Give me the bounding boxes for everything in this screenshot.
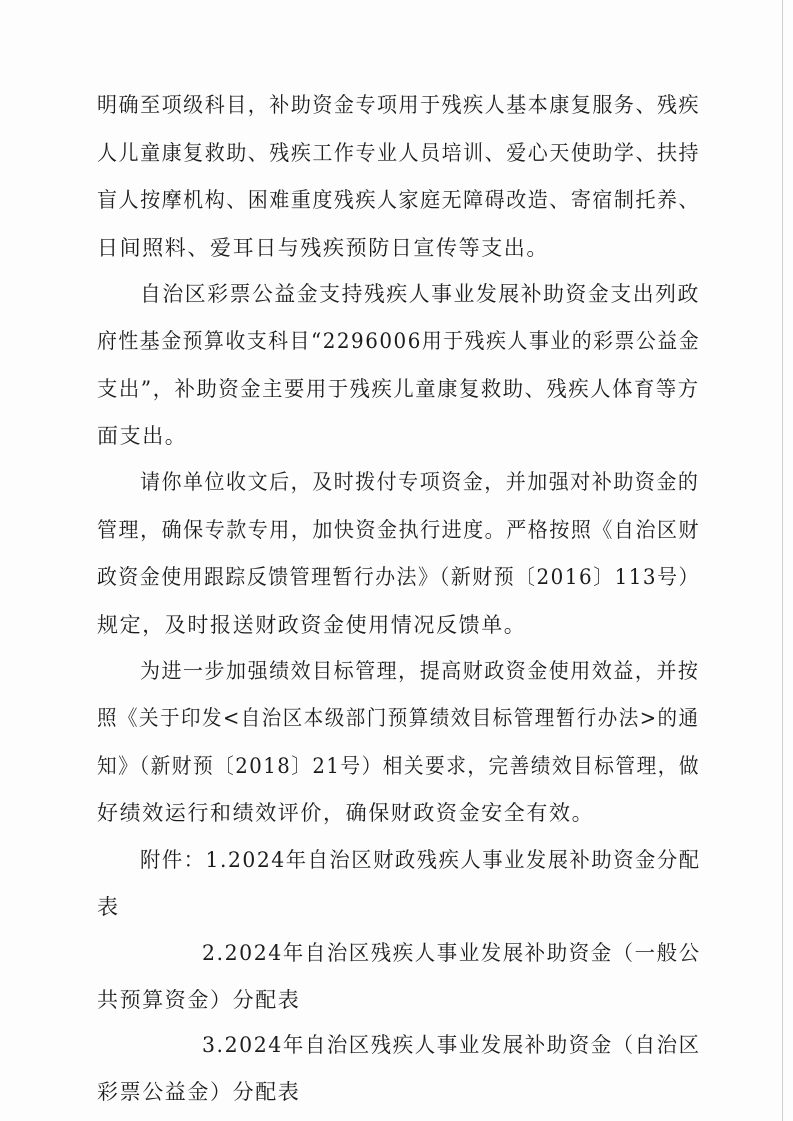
- paragraph-2-line-2: 府性基金预算收支科目“2296006用于残疾人事业的彩票公益金: [97, 329, 701, 353]
- paragraph-4-line-3: 知》（新财预〔2018〕21号）相关要求，完善绩效目标管理，做: [97, 754, 701, 778]
- paragraph-2-line-1: 自治区彩票公益金支持残疾人事业发展补助资金支出列政: [140, 282, 700, 306]
- attachment-3-line-1: 3.2024年自治区残疾人事业发展补助资金（自治区: [202, 1033, 701, 1057]
- paragraph-2-line-3: 支出”，补助资金主要用于残疾儿童康复救助、残疾人体育等方: [97, 377, 700, 401]
- attachment-1-line-2: 表: [97, 895, 120, 919]
- paragraph-1-line-4: 日间照料、爱耳日与残疾预防日宣传等支出。: [97, 236, 549, 260]
- paragraph-2-line-4: 面支出。: [97, 424, 188, 448]
- attachment-3-line-2: 彩票公益金）分配表: [97, 1080, 301, 1104]
- paragraph-1-line-1: 明确至项级科目，补助资金专项用于残疾人基本康复服务、残疾: [97, 93, 701, 117]
- page-edge-line: [782, 0, 783, 1121]
- paragraph-3-line-1: 请你单位收文后，及时拨付专项资金，并加强对补助资金的: [140, 470, 700, 494]
- paragraph-3-line-3: 政资金使用跟踪反馈管理暂行办法》（新财预〔2016〕113号）: [97, 565, 700, 589]
- paragraph-1-line-3: 盲人按摩机构、困难重度残疾人家庭无障碍改造、寄宿制托养、: [97, 188, 701, 212]
- paragraph-1-line-2: 人儿童康复救助、残疾工作专业人员培训、爱心天使助学、扶持: [97, 141, 701, 165]
- paragraph-4-line-4: 好绩效运行和绩效评价，确保财政资金安全有效。: [97, 801, 595, 825]
- attachment-2-line-1: 2.2024年自治区残疾人事业发展补助资金（一般公: [202, 941, 701, 965]
- paragraph-3-line-4: 规定，及时报送财政资金使用情况反馈单。: [97, 613, 527, 637]
- paragraph-4-line-1: 为进一步加强绩效目标管理，提高财政资金使用效益，并按: [140, 659, 700, 683]
- attachment-2-line-2: 共预算资金）分配表: [97, 988, 301, 1012]
- paragraph-4-line-2: 照《关于印发<自治区本级部门预算绩效目标管理暂行办法>的通: [97, 706, 700, 730]
- attachment-1-line-1: 附件：1.2024年自治区财政残疾人事业发展补助资金分配: [140, 848, 701, 872]
- paragraph-3-line-2: 管理，确保专款专用，加快资金执行进度。严格按照《自治区财: [97, 518, 701, 542]
